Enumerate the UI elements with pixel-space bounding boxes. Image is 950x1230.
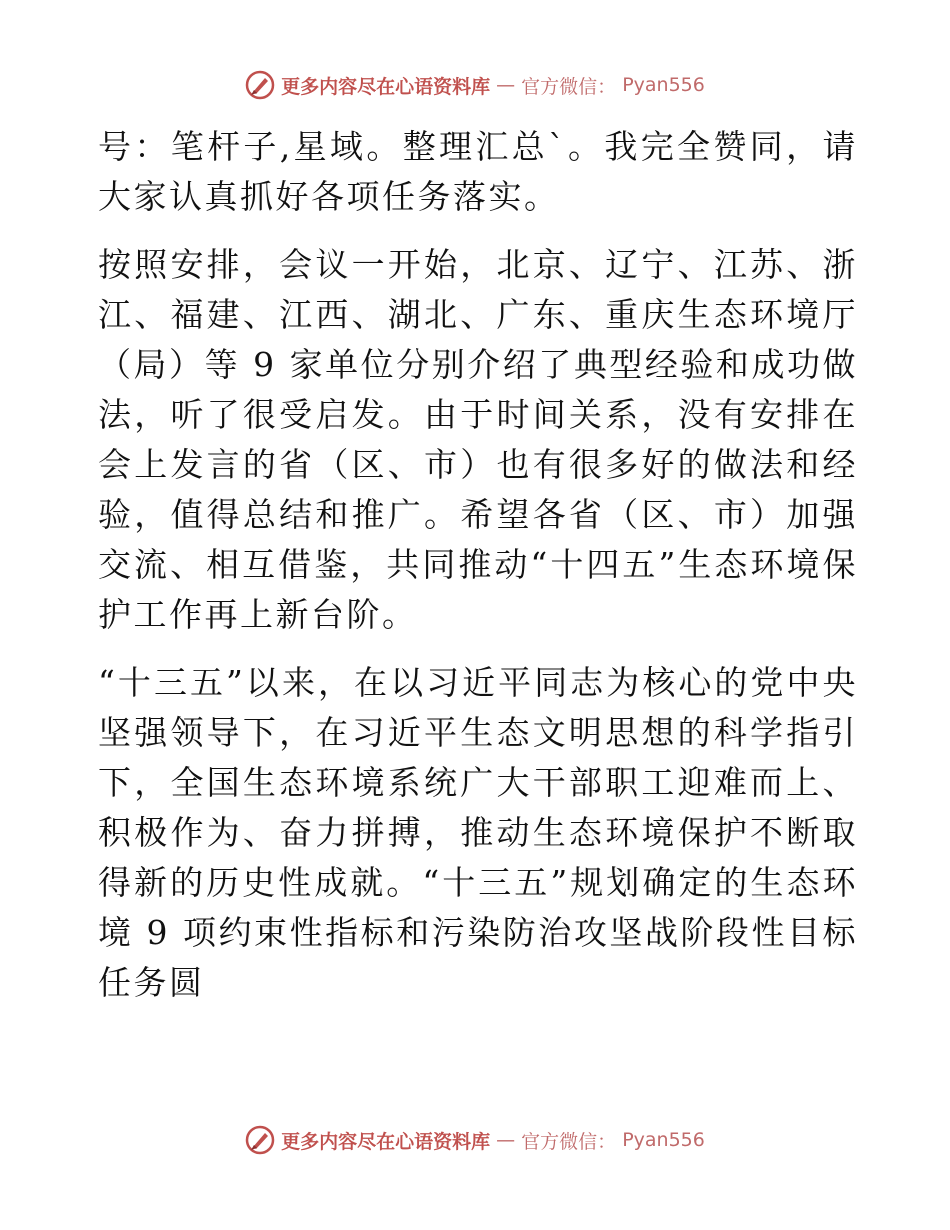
watermark-wechat-id: Pyan556 [622, 74, 705, 96]
paragraph-1: 号：笔杆子,星域。整理汇总`。我完全赞同，请大家认真抓好各项任务落实。 [98, 127, 858, 216]
document-body [98, 122, 858, 1008]
watermark-brand: 更多内容尽在心语资料库 [281, 1130, 491, 1153]
paragraph-2: 按照安排，会议一开始，北京、辽宁、江苏、浙江、福建、江西、湖北、广东、重庆生态环境厅（局）等 9 家单位分别介绍了典型经验和成功做法，听了很受启发。由于时间关系，没有安排在会上发言的省（区、市）也有很多好的做法和经验，值得总结和推广。希望各省（区、市）加强交流、相互借鉴，共同推动“十四五”生态环境保护工作再上新台阶。 [98, 245, 858, 634]
header-watermark [0, 70, 950, 100]
footer-watermark [0, 1125, 950, 1155]
pen-seal-icon [245, 1125, 275, 1155]
watermark-label: 官方微信： [521, 1130, 617, 1153]
watermark-brand: 更多内容尽在心语资料库 [281, 75, 491, 98]
watermark-dash: — [496, 74, 516, 96]
watermark-label: 官方微信： [521, 75, 617, 98]
watermark-wechat-id: Pyan556 [622, 1129, 705, 1151]
pen-seal-icon [245, 70, 275, 100]
paragraph-3: “十三五”以来，在以习近平同志为核心的党中央坚强领导下，在习近平生态文明思想的科学指引下，全国生态环境系统广大干部职工迎难而上、积极作为、奋力拼搏，推动生态环境保护不断取得新的历史性成就。“十三五”规划确定的生态环境 9 项约束性指标和污染防治攻坚战阶段性目标任务圆 [98, 663, 858, 1002]
watermark-dash: — [496, 1129, 516, 1151]
